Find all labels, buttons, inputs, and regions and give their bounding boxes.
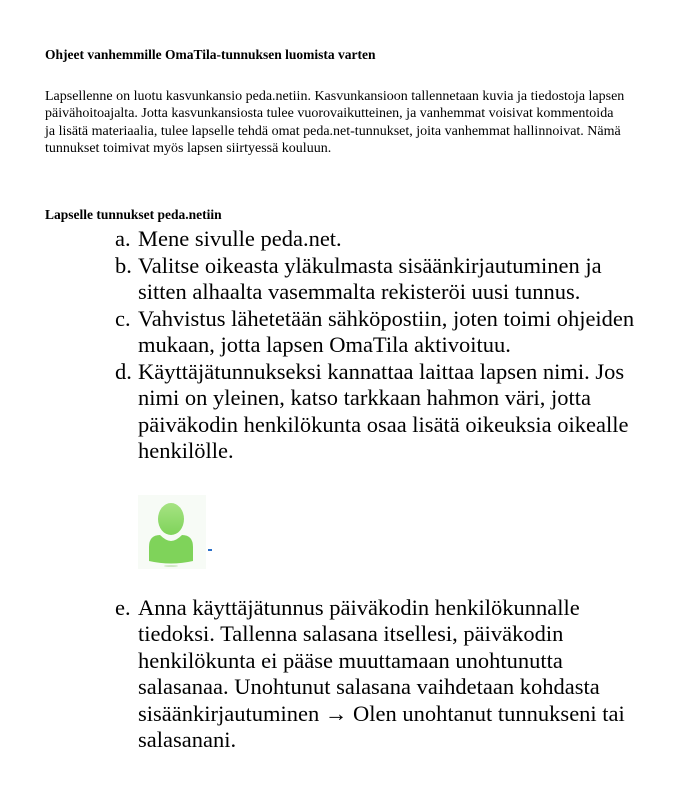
avatar-accent-mark <box>208 549 212 551</box>
step-item-a <box>115 226 655 253</box>
steps-list <box>115 226 655 754</box>
step-item-d <box>115 359 655 465</box>
step-item-e <box>115 595 655 754</box>
user-avatar-svg <box>138 495 212 569</box>
section-heading: Lapselle tunnukset peda.netiin <box>45 207 222 222</box>
intro-paragraph: Lapsellenne on luotu kasvunkansio peda.netiin. Kasvunkansioon tallennetaan kuvia ja tiedostoja lapsen päivähoitoajalta. Jotta kasvunkansiosta tulee vuorovaikutteinen, ja vanhemmat voisivat kommentoida ja lisätä materiaalia, tulee lapselle tehdä omat peda.net-tunnukset, joita vanhemmat hallinnoivat. Nämä tunnukset toimivat myös lapsen siirtyessä kouluun. <box>45 89 625 157</box>
avatar-figure <box>115 465 655 595</box>
user-avatar-icon <box>138 495 206 569</box>
step-marker: c. <box>115 305 131 331</box>
step-marker: d. <box>115 358 132 384</box>
step-item-b <box>115 253 655 306</box>
step-text: Vahvistus lähetetään sähköpostiin, joten toimi ohjeiden mukaan, jotta lapsen OmaTila aktivoituu. <box>138 305 635 357</box>
step-text: Valitse oikeasta yläkulmasta sisäänkirjautuminen ja sitten alhaalta vasemmalta rekisteröi uusi tunnus. <box>138 252 602 304</box>
step-text: Anna käyttäjätunnus päiväkodin henkilökunnalle tiedoksi. Tallenna salasana itsellesi, päiväkodin henkilökunta ei pääse muuttamaan unohtunutta salasanaa. Unohtunut salasana vaihdetaan kohdasta sisäänkirjautuminen → Olen unohtanut tunnukseni tai salasanani. <box>138 594 625 752</box>
step-marker: a. <box>115 226 131 251</box>
avatar-head <box>158 503 184 535</box>
step-marker: b. <box>115 252 132 278</box>
step-text: Käyttäjätunnukseksi kannattaa laittaa lapsen nimi. Jos nimi on yleinen, katso tarkkaan hahmon väri, jotta päiväkodin henkilökunta osaa lisätä oikeuksia oikealle henkilölle. <box>138 358 629 463</box>
avatar-shadow <box>164 565 178 567</box>
step-text: Mene sivulle peda.net. <box>138 226 342 251</box>
document-title: Ohjeet vanhemmille OmaTila-tunnuksen luomista varten <box>45 47 376 62</box>
step-marker: e. <box>115 594 131 620</box>
step-item-c <box>115 306 655 359</box>
